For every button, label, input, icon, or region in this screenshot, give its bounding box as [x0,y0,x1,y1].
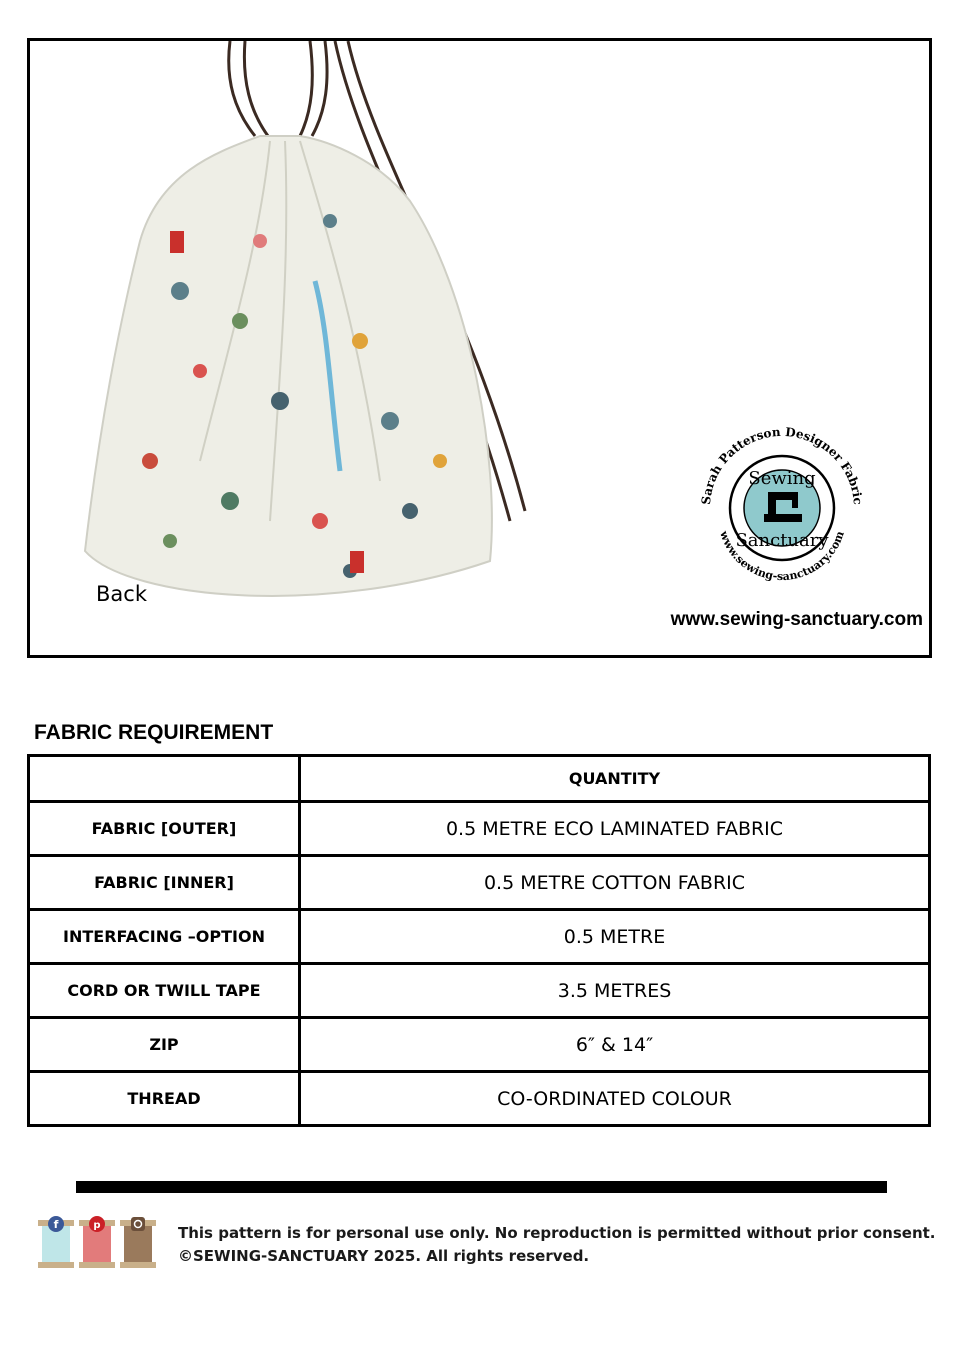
header-item-cell [29,756,300,802]
footer-line-1: This pattern is for personal use only. No reproduction is permitted without prior consent. [178,1224,936,1242]
table-row [29,1018,930,1072]
item-cell: THREAD [29,1072,300,1126]
quantity-cell: 0.5 METRE ECO LAMINATED FABRIC [300,802,930,856]
logo-word-sanctuary: Sanctuary [735,530,829,551]
facebook-icon[interactable] [38,1216,74,1268]
divider [76,1181,887,1193]
section-title: FABRIC REQUIREMENT [34,721,274,744]
item-cell: CORD OR TWILL TAPE [29,964,300,1018]
svg-text:f: f [53,1218,59,1231]
footer-line-2: ©SEWING-SANCTUARY 2025. All rights reserved. [178,1247,590,1265]
table-row [29,856,930,910]
sewing-sanctuary-logo [698,416,866,591]
table-row [29,802,930,856]
svg-text:p: p [93,1220,101,1231]
quantity-cell: 3.5 METRES [300,964,930,1018]
fabric-requirement-table [27,754,931,1127]
table-row [29,964,930,1018]
product-photo-frame [27,38,932,658]
logo-ring-top-text: Sarah Patterson Designer Fabric [698,424,865,506]
table-header-row [29,756,930,802]
instagram-icon[interactable] [120,1217,156,1268]
item-cell: FABRIC [INNER] [29,856,300,910]
table-row [29,910,930,964]
item-cell: INTERFACING –OPTION [29,910,300,964]
logo-ring-bottom-text: www.sewing-sanctuary.com [717,529,847,584]
header-quantity-cell: QUANTITY [300,756,930,802]
pinterest-icon[interactable] [79,1216,115,1268]
logo-word-sewing: Sewing [748,468,816,489]
quantity-cell: 0.5 METRE COTTON FABRIC [300,856,930,910]
social-spools [34,1212,160,1274]
photo-caption: Back [96,582,147,606]
website-url[interactable]: www.sewing-sanctuary.com [670,609,923,630]
footer-notice [178,1222,936,1268]
item-cell: ZIP [29,1018,300,1072]
quantity-cell: 0.5 METRE [300,910,930,964]
table-row [29,1072,930,1126]
quantity-cell: 6″ & 14″ [300,1018,930,1072]
quantity-cell: CO-ORDINATED COLOUR [300,1072,930,1126]
item-cell: FABRIC [OUTER] [29,802,300,856]
